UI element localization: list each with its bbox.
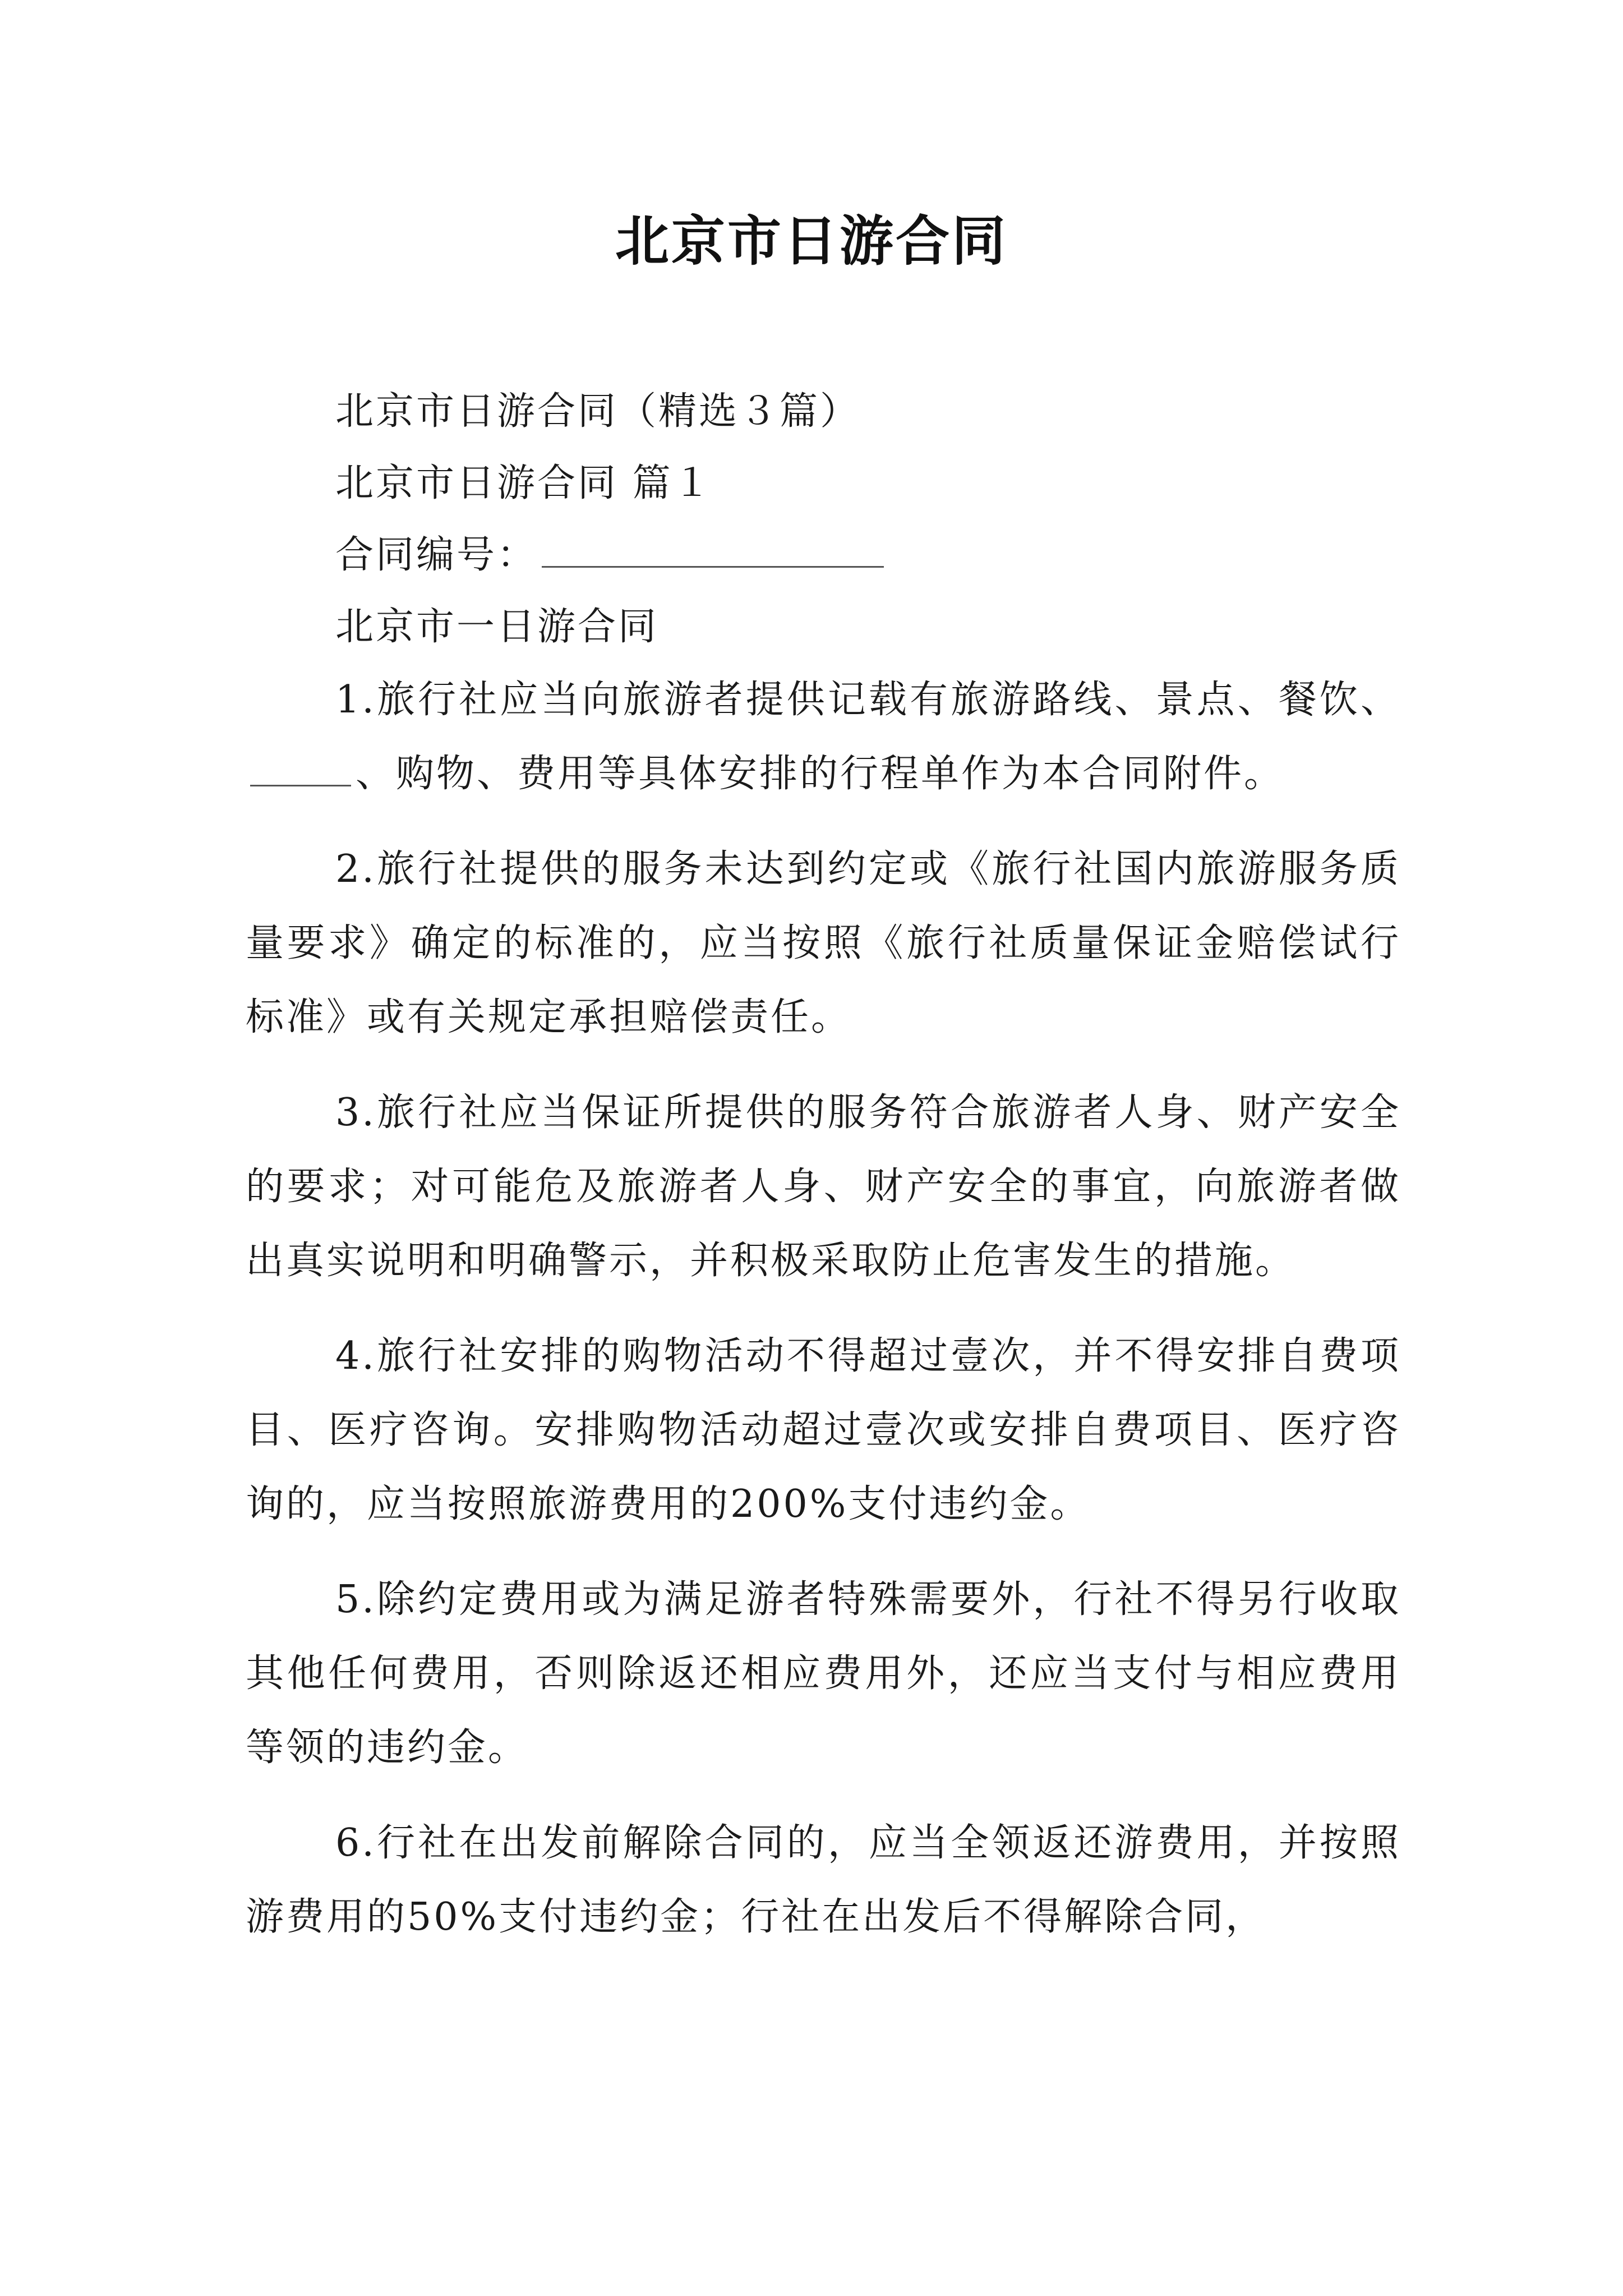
contract-number-blank [542, 564, 884, 568]
clause-1-text-end: 、购物、费用等具体安排的行程单作为本合同附件。 [356, 752, 1285, 796]
clause-1-text-start: 1.旅行社应当向旅游者提供记载有旅游路线、景点、餐饮、 [335, 678, 1401, 722]
clause-6: 6.行社在出发前解除合同的，应当全领返还游费用，并按照游费用的50%支付违约金；行社在出发后不得解除合同， [246, 1821, 1401, 1939]
document-body [246, 376, 1401, 1976]
clause-1 [246, 663, 1401, 811]
clause-2: 2.旅行社提供的服务未达到约定或《旅行社国内旅游服务质量要求》确定的标准的，应当按照《旅行社质量保证金赔偿试行标准》或有关规定承担赔偿责任。 [246, 847, 1401, 1039]
contract-name: 北京市一日游合同 [335, 605, 659, 649]
contract-number-label: 合同编号： [335, 533, 538, 577]
document-subtitle: 北京市日游合同（精选３篇） [335, 389, 861, 434]
clause-5: 5.除约定费用或为满足游者特殊需要外，行社不得另行收取其他任何费用，否则除返还相应费用外，还应当支付与相应费用等领的违约金。 [246, 1577, 1401, 1770]
clause-3: 3.旅行社应当保证所提供的服务符合旅游者人身、财产安全的要求；对可能危及旅游者人身、财产安全的事宜，向旅游者做出真实说明和明确警示，并积极采取防止危害发生的措施。 [246, 1091, 1401, 1283]
contract-number-row [246, 519, 1401, 591]
clause-1-blank [250, 783, 351, 786]
clause-4: 4.旅行社安排的购物活动不得超过壹次，并不得安排自费项目、医疗咨询。安排购物活动超过壹次或安排自费项目、医疗咨询的，应当按照旅游费用的200%支付违约金。 [246, 1334, 1401, 1526]
document-title: 北京市日游合同 [615, 210, 1008, 273]
section-heading: 北京市日游合同 篇１ [335, 461, 713, 505]
